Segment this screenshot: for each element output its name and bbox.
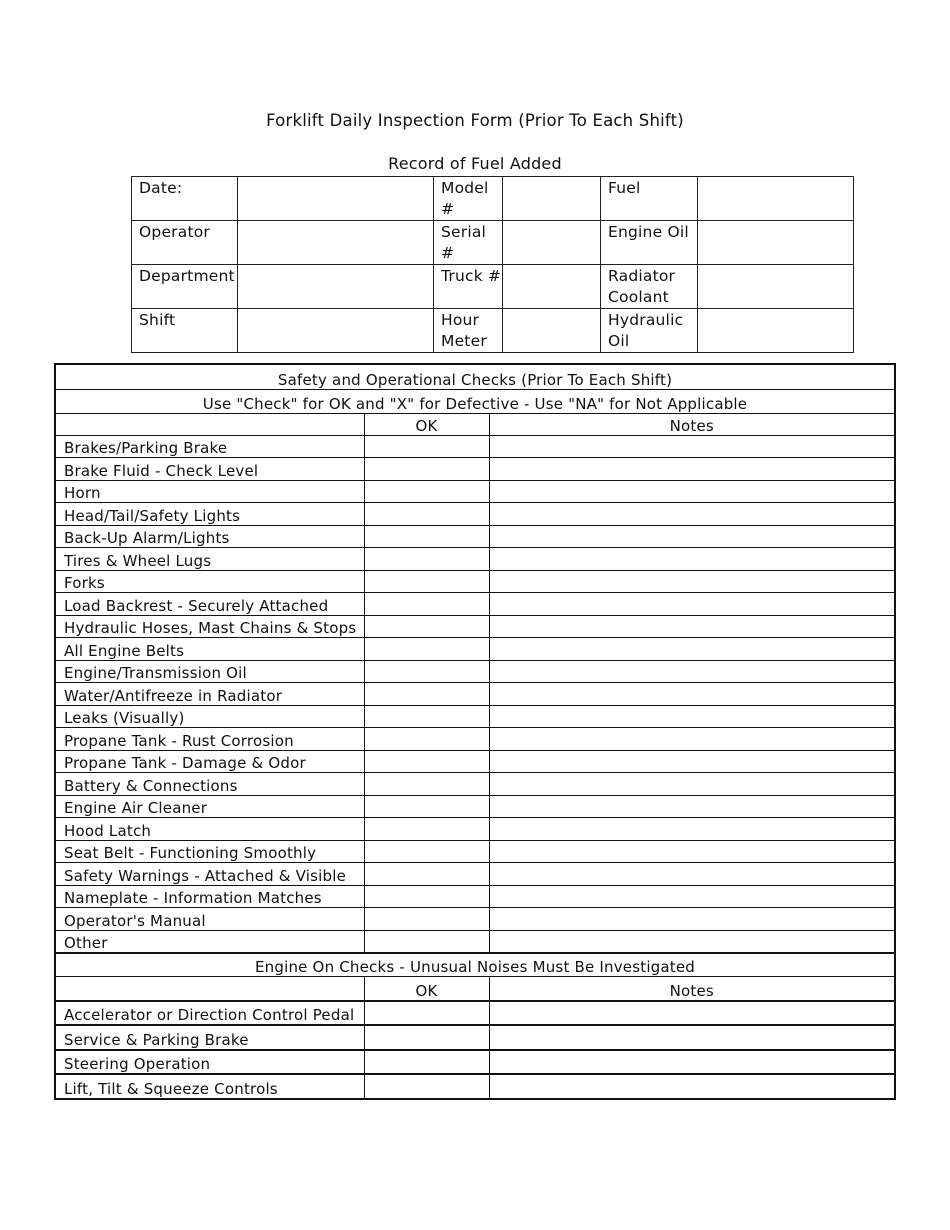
fuel-label: Engine Oil [601,221,698,265]
vehicle-info-row [132,177,854,221]
field-label: Hour Meter [434,309,503,353]
check-item-label: Brakes/Parking Brake [55,435,364,458]
check-item-row [55,1001,895,1026]
check-item-row [55,638,895,661]
check-item-label: Battery & Connections [55,773,364,796]
notes-cell[interactable] [489,728,895,751]
field-value[interactable] [503,221,601,265]
ok-cell[interactable] [364,1074,489,1099]
fuel-value[interactable] [698,265,854,309]
fuel-value[interactable] [698,309,854,353]
column-header-row [55,413,895,435]
vehicle-info-row [132,221,854,265]
check-item-row [55,930,895,953]
field-label: Serial # [434,221,503,265]
notes-cell[interactable] [489,795,895,818]
check-item-row [55,683,895,706]
ok-cell[interactable] [364,503,489,526]
ok-cell[interactable] [364,1001,489,1026]
check-item-row [55,503,895,526]
vehicle-info-row [132,309,854,353]
check-item-row [55,728,895,751]
check-item-label: Hood Latch [55,818,364,841]
ok-cell[interactable] [364,1050,489,1075]
ok-cell[interactable] [364,570,489,593]
ok-cell[interactable] [364,525,489,548]
ok-cell[interactable] [364,458,489,481]
check-item-label: All Engine Belts [55,638,364,661]
safety-instructions-row [55,389,895,413]
vehicle-info-row [132,265,854,309]
check-item-row [55,885,895,908]
safety-section-title: Safety and Operational Checks (Prior To Each Shift) [55,364,895,389]
check-item-row [55,908,895,931]
notes-cell[interactable] [489,840,895,863]
ok-cell[interactable] [364,930,489,953]
ok-cell[interactable] [364,818,489,841]
check-item-row [55,593,895,616]
ok-cell[interactable] [364,773,489,796]
ok-cell[interactable] [364,638,489,661]
check-item-row [55,863,895,886]
field-value[interactable] [238,309,434,353]
item-header [55,413,364,435]
ok-cell[interactable] [364,885,489,908]
ok-cell[interactable] [364,615,489,638]
check-item-label: Other [55,930,364,953]
check-item-label: Service & Parking Brake [55,1025,364,1050]
check-item-label: Propane Tank - Rust Corrosion [55,728,364,751]
fuel-label: Hydraulic Oil [601,309,698,353]
fuel-record-caption: Record of Fuel Added [388,154,562,173]
check-item-row [55,1050,895,1075]
check-item-label: Brake Fluid - Check Level [55,458,364,481]
ok-cell[interactable] [364,660,489,683]
ok-cell[interactable] [364,1025,489,1050]
field-label: Department [132,265,238,309]
ok-cell[interactable] [364,908,489,931]
check-item-label: Safety Warnings - Attached & Visible [55,863,364,886]
ok-cell[interactable] [364,548,489,571]
check-item-row [55,570,895,593]
ok-cell[interactable] [364,840,489,863]
notes-cell[interactable] [489,930,895,953]
ok-column-header: OK [364,977,489,1001]
fuel-value[interactable] [698,221,854,265]
safety-instructions: Use "Check" for OK and "X" for Defective - Use "NA" for Not Applicable [55,389,895,413]
check-item-row [55,795,895,818]
check-item-label: Lift, Tilt & Squeeze Controls [55,1074,364,1099]
notes-cell[interactable] [489,548,895,571]
check-item-row [55,750,895,773]
check-item-label: Load Backrest - Securely Attached [55,593,364,616]
notes-cell[interactable] [489,480,895,503]
item-header [55,977,364,1001]
ok-cell[interactable] [364,435,489,458]
field-value[interactable] [238,265,434,309]
notes-cell[interactable] [489,908,895,931]
check-item-label: Hydraulic Hoses, Mast Chains & Stops [55,615,364,638]
check-item-label: Engine Air Cleaner [55,795,364,818]
notes-cell[interactable] [489,885,895,908]
column-header-row [55,977,895,1001]
check-item-row [55,615,895,638]
form-title: Forklift Daily Inspection Form (Prior To Each Shift) [266,111,684,130]
notes-cell[interactable] [489,683,895,706]
check-item-row [55,435,895,458]
check-item-label: Forks [55,570,364,593]
check-item-row [55,1025,895,1050]
fuel-label: Radiator Coolant [601,265,698,309]
field-value[interactable] [503,177,601,221]
safety-section-title-row [55,364,895,389]
check-item-row [55,705,895,728]
notes-cell[interactable] [489,615,895,638]
fuel-label: Fuel [601,177,698,221]
notes-cell[interactable] [489,1025,895,1050]
field-value[interactable] [503,309,601,353]
notes-cell[interactable] [489,863,895,886]
ok-cell[interactable] [364,863,489,886]
notes-column-header: Notes [489,977,895,1001]
check-item-label: Engine/Transmission Oil [55,660,364,683]
check-item-label: Water/Antifreeze in Radiator [55,683,364,706]
check-item-label: Nameplate - Information Matches [55,885,364,908]
notes-cell[interactable] [489,458,895,481]
field-label: Date: [132,177,238,221]
field-value[interactable] [238,221,434,265]
check-item-label: Horn [55,480,364,503]
field-value[interactable] [238,177,434,221]
check-item-label: Propane Tank - Damage & Odor [55,750,364,773]
check-item-label: Seat Belt - Functioning Smoothly [55,840,364,863]
notes-cell[interactable] [489,705,895,728]
notes-cell[interactable] [489,570,895,593]
vehicle-info-table [131,176,854,353]
check-item-row [55,818,895,841]
check-item-row [55,548,895,571]
ok-cell[interactable] [364,795,489,818]
engine-on-section-title-row [55,953,895,977]
check-item-label: Head/Tail/Safety Lights [55,503,364,526]
check-item-row [55,480,895,503]
check-item-label: Operator's Manual [55,908,364,931]
fuel-value[interactable] [698,177,854,221]
check-item-label: Back-Up Alarm/Lights [55,525,364,548]
notes-cell[interactable] [489,773,895,796]
check-item-row [55,840,895,863]
ok-cell[interactable] [364,750,489,773]
inspection-table [54,363,896,1100]
check-item-row [55,660,895,683]
notes-cell[interactable] [489,1001,895,1026]
field-label: Operator [132,221,238,265]
ok-cell[interactable] [364,683,489,706]
check-item-row [55,773,895,796]
check-item-label: Steering Operation [55,1050,364,1075]
engine-on-section-title: Engine On Checks - Unusual Noises Must Be Investigated [55,953,895,977]
check-item-row [55,1074,895,1099]
check-item-label: Leaks (Visually) [55,705,364,728]
notes-column-header: Notes [489,413,895,435]
ok-cell[interactable] [364,480,489,503]
ok-column-header: OK [364,413,489,435]
notes-cell[interactable] [489,638,895,661]
check-item-label: Tires & Wheel Lugs [55,548,364,571]
notes-cell[interactable] [489,593,895,616]
ok-cell[interactable] [364,705,489,728]
notes-cell[interactable] [489,660,895,683]
notes-cell[interactable] [489,818,895,841]
field-label: Shift [132,309,238,353]
field-value[interactable] [503,265,601,309]
ok-cell[interactable] [364,593,489,616]
notes-cell[interactable] [489,503,895,526]
notes-cell[interactable] [489,1074,895,1099]
check-item-row [55,525,895,548]
notes-cell[interactable] [489,435,895,458]
field-label: Model # [434,177,503,221]
check-item-label: Accelerator or Direction Control Pedal [55,1001,364,1026]
notes-cell[interactable] [489,750,895,773]
ok-cell[interactable] [364,728,489,751]
notes-cell[interactable] [489,1050,895,1075]
check-item-row [55,458,895,481]
field-label: Truck # [434,265,503,309]
notes-cell[interactable] [489,525,895,548]
